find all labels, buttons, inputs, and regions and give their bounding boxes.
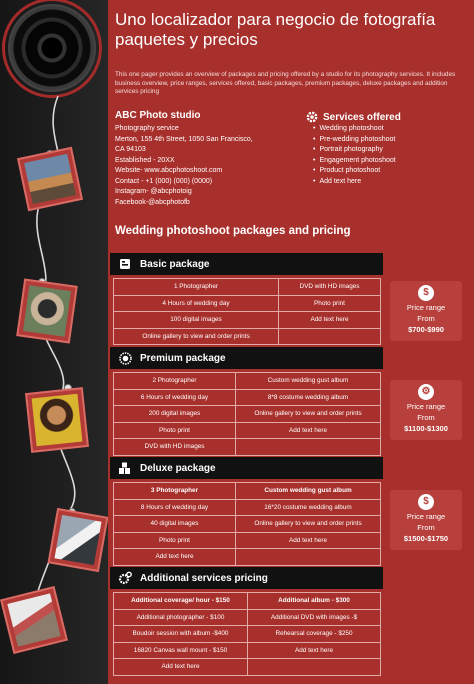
- table-cell: 4 Hours of wedding day: [114, 295, 279, 312]
- table-cell: [248, 659, 381, 676]
- premium-package-bar: [110, 347, 383, 369]
- table-cell: Additional DVD with images -$: [248, 609, 381, 626]
- price-amount: $1100-$1300: [404, 424, 448, 433]
- services-heading-label: Services offered: [323, 111, 401, 123]
- additional-services-table: [113, 592, 381, 676]
- table-row: [114, 626, 381, 643]
- price-range-label: Price range: [406, 402, 446, 411]
- studio-line: Merton, 155 4th Street, 1050 San Francisco,: [115, 135, 253, 143]
- table-row: [114, 483, 381, 500]
- table-cell: Online gallery to view and order prints: [236, 516, 381, 533]
- badge-icon: [118, 351, 132, 365]
- table-cell: 1 Photographer: [114, 279, 279, 296]
- table-cell: 6 Hours of wedding day: [114, 389, 236, 406]
- table-cell: 3 Photographer: [114, 483, 236, 500]
- table-cell: [279, 328, 381, 345]
- table-cell: 200 digital images: [114, 406, 236, 423]
- table-cell: Rehearsal coverage - $250: [248, 626, 381, 643]
- studio-line: Contact - +1 (000) (000) (0000): [115, 177, 213, 185]
- hanging-string: [0, 0, 108, 684]
- table-cell: Photo print: [114, 532, 236, 549]
- table-cell: [236, 549, 381, 566]
- price-from-label: From: [417, 523, 435, 532]
- table-row: [114, 609, 381, 626]
- wedding-venue-photo: [17, 147, 83, 211]
- price-range-label: Price range: [406, 512, 446, 521]
- table-cell: Photo print: [279, 295, 381, 312]
- table-cell: Additional coverage/ hour - $150: [114, 593, 248, 610]
- table-row: [114, 389, 381, 406]
- table-cell: [236, 439, 381, 456]
- gears-icon: [118, 571, 132, 585]
- studio-details: [115, 124, 253, 208]
- table-cell: Boudoir session with album -$400: [114, 626, 248, 643]
- table-row: [114, 279, 381, 296]
- couple-photo: [48, 508, 109, 572]
- photographer-photo: [16, 279, 78, 344]
- service-item: • Add text here: [320, 177, 396, 188]
- services-heading: [305, 110, 401, 124]
- boxes-icon: [118, 461, 132, 475]
- table-row: [114, 642, 381, 659]
- table-cell: Additional album - $300: [248, 593, 381, 610]
- studio-line: Instagram- @abcphotoig: [115, 188, 192, 195]
- studio-line: Photography service: [115, 125, 179, 132]
- gear-icon: [305, 110, 319, 124]
- deluxe-package-table: [113, 482, 381, 566]
- service-item: • Portrait photography: [320, 145, 396, 156]
- price-amount: $700-$990: [408, 325, 444, 334]
- basic-package-label: Basic package: [140, 258, 210, 270]
- additional-services-label: Additional services pricing: [140, 572, 268, 584]
- studio-line: Facebook-@abcphotofb: [115, 198, 190, 206]
- studio-line: CA 94103: [115, 146, 146, 153]
- table-row: [114, 593, 381, 610]
- table-cell: DVD with HD images: [114, 439, 236, 456]
- service-item: • Wedding photoshoot: [320, 124, 396, 135]
- table-cell: 40 digital images: [114, 516, 236, 533]
- basic-package-bar: [110, 253, 383, 275]
- table-row: [114, 532, 381, 549]
- deluxe-price-box: [390, 490, 462, 550]
- table-cell: Custom wedding gust album: [236, 373, 381, 390]
- services-list: [320, 124, 396, 187]
- packages-heading: Wedding photoshoot packages and pricing: [115, 225, 351, 237]
- table-cell: 100 digital images: [114, 312, 279, 329]
- premium-package-table: [113, 372, 381, 456]
- table-cell: 8 Hours of wedding day: [114, 499, 236, 516]
- price-range-label: Price range: [406, 303, 446, 312]
- gear-money-icon: ⚙: [418, 384, 434, 400]
- page-title: Uno localizador para negocio de fotografía paquetes y precios: [115, 10, 436, 49]
- additional-services-bar: [110, 567, 383, 589]
- table-cell: 2 Photographer: [114, 373, 236, 390]
- premium-package-label: Premium package: [140, 352, 226, 364]
- table-cell: Online gallery to view and order prints: [114, 328, 279, 345]
- table-cell: Add text here: [114, 549, 236, 566]
- basic-price-box: [390, 281, 462, 341]
- table-cell: Add text here: [236, 532, 381, 549]
- price-from-label: From: [417, 413, 435, 422]
- table-cell: Add text here: [236, 422, 381, 439]
- basic-package-table: [113, 278, 381, 345]
- table-row: [114, 439, 381, 456]
- service-item: • Product photoshoot: [320, 166, 396, 177]
- table-row: [114, 406, 381, 423]
- deluxe-package-label: Deluxe package: [140, 462, 216, 474]
- table-row: [114, 499, 381, 516]
- studio-heading: ABC Photo studio: [115, 110, 201, 121]
- money-bag-icon: $: [418, 494, 434, 510]
- intro-text: This one pager provides an overview of packages and pricing offered by a studio for its photography services. It includes business overview, price ranges, services offered, basic packages, premium packages, deluxe packages and addition services pricing: [115, 71, 456, 96]
- table-cell: Photo print: [114, 422, 236, 439]
- studio-line: Established - 20XX: [115, 156, 175, 164]
- table-cell: 16820 Canvas wall mount - $150: [114, 642, 248, 659]
- table-cell: Add text here: [279, 312, 381, 329]
- price-tag-icon: $: [418, 285, 434, 301]
- table-cell: Online gallery to view and order prints: [236, 406, 381, 423]
- table-cell: Add text here: [248, 642, 381, 659]
- portrait-photo: [25, 387, 89, 453]
- price-from-label: From: [417, 314, 435, 323]
- table-cell: Custom wedding gust album: [236, 483, 381, 500]
- table-row: [114, 549, 381, 566]
- table-row: [114, 516, 381, 533]
- table-cell: 8*8 costume wedding album: [236, 389, 381, 406]
- table-cell: DVD with HD images: [279, 279, 381, 296]
- premium-price-box: [390, 380, 462, 440]
- price-amount: $1500-$1750: [403, 534, 449, 543]
- service-item: • Pre-wedding photoshoot: [320, 135, 396, 146]
- table-row: [114, 328, 381, 345]
- table-row: [114, 659, 381, 676]
- deluxe-package-bar: [110, 457, 383, 479]
- table-row: [114, 373, 381, 390]
- table-cell: Add text here: [114, 659, 248, 676]
- studio-line: Website- www.abcphotoshoot.com: [115, 167, 223, 174]
- table-cell: Additional photographer - $100: [114, 609, 248, 626]
- table-cell: 16*20 costume wedding album: [236, 499, 381, 516]
- document-icon: [118, 257, 132, 271]
- service-item: • Engagement photoshoot: [320, 156, 396, 167]
- table-row: [114, 295, 381, 312]
- table-row: [114, 422, 381, 439]
- table-row: [114, 312, 381, 329]
